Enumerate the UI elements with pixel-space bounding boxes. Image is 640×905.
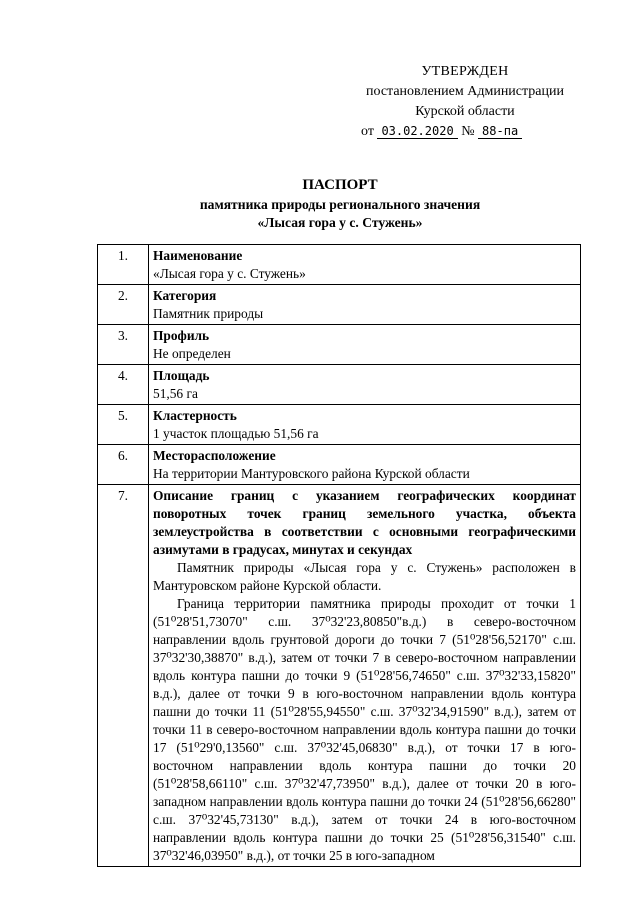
row-content: [149, 485, 581, 867]
table-row: [98, 285, 581, 325]
table-row: [98, 245, 581, 285]
row-value: «Лысая гора у с. Стужень»: [153, 266, 306, 281]
row-content: [149, 325, 581, 365]
passport-table: [97, 244, 581, 867]
row-value: На территории Мантуровского района Курской области: [153, 466, 470, 481]
row-heading: Профиль: [153, 328, 210, 343]
approval-line-2: постановлением Администрации: [366, 84, 564, 99]
row-heading: Кластерность: [153, 408, 237, 423]
document-title: [60, 176, 620, 232]
row-number: 5.: [98, 405, 149, 445]
row-value: Памятник природы: [153, 306, 264, 321]
row-number: 6.: [98, 445, 149, 485]
title-line-2: памятника природы регионального значения: [199, 197, 481, 212]
row-content: [149, 285, 581, 325]
approval-heading: УТВЕРЖДЕН: [421, 64, 509, 79]
row-number: 1.: [98, 245, 149, 285]
approval-block: [345, 62, 585, 142]
table-row: [98, 445, 581, 485]
row-heading: Наименование: [153, 248, 243, 263]
table-row: [98, 405, 581, 445]
number-prefix: №: [461, 124, 475, 139]
row-content: [149, 445, 581, 485]
row-heading: Категория: [153, 288, 217, 303]
row-content: [149, 405, 581, 445]
row-content: [149, 245, 581, 285]
row-number: 4.: [98, 365, 149, 405]
title-line-3: «Лысая гора у с. Стужень»: [257, 215, 423, 230]
boundary-paragraph-2: Граница территории памятника природы проходит от точки 1 (51⁰28'51,73070" с.ш. 37⁰32'23,80850"в.д.) в северо-восточном направлении вдоль грунтовой дороги до точки 7 (51⁰28'56,52170" с.ш. 37⁰32'30,38870" в.д.), затем от точки 7 в северо-восточном направлении вдоль контура пашни до точки 9 (51⁰28'56,74650" с.ш. 37⁰32'33,15820" в.д.), далее от точки 9 в юго-восточном направлении вдоль контура пашни до точки 11 (51⁰28'55,94550" с.ш. 37⁰32'34,91590" в.д.), затем от точки 11 в северо-восточном направлении вдоль контура пашни до точки 17 (51⁰29'0,13560" с.ш. 37⁰32'45,06830" в.д.), от точки 17 в юго-восточном направлении вдоль контура пашни до точки 20 (51⁰28'58,66110" с.ш. 37⁰32'47,73950" в.д.), далее от точки 20 в юго-западном направлении вдоль контура пашни до точки 24 (51⁰28'56,66280" с.ш. 37⁰32'45,73130" в.д.), затем от точки 24 в юго-восточном направлении вдоль контура пашни до точки 25 (51⁰28'56,31540" с.ш. 37⁰32'46,03950" в.д.), от точки 25 в юго-западном: [153, 596, 576, 863]
row-content: [149, 365, 581, 405]
boundary-heading: Описание границ с указанием географических координат поворотных точек границ земельного участка, объекта землеустройства в соответствии с основными географическими азимутами в градусах, минутах и секундах: [153, 488, 576, 557]
decree-date: 03.02.2020: [377, 124, 457, 139]
table-row: [98, 365, 581, 405]
row-heading: Месторасположение: [153, 448, 276, 463]
row-heading: Площадь: [153, 368, 210, 383]
row-number: 3.: [98, 325, 149, 365]
approval-line-3: Курской области: [415, 104, 515, 119]
title-main: ПАСПОРТ: [302, 177, 378, 193]
row-value: 1 участок площадью 51,56 га: [153, 426, 319, 441]
table-row: [98, 325, 581, 365]
row-value: Не определен: [153, 346, 231, 361]
row-number: 2.: [98, 285, 149, 325]
row-number: 7.: [98, 485, 149, 867]
row-value: 51,56 га: [153, 386, 198, 401]
date-prefix: от: [361, 124, 374, 139]
boundary-paragraph-1: Памятник природы «Лысая гора у с. Стужень» расположен в Мантуровском районе Курской области.: [153, 560, 576, 593]
table-row: [98, 485, 581, 867]
approval-dateline: [345, 122, 585, 142]
decree-number: 88-па: [478, 124, 522, 139]
